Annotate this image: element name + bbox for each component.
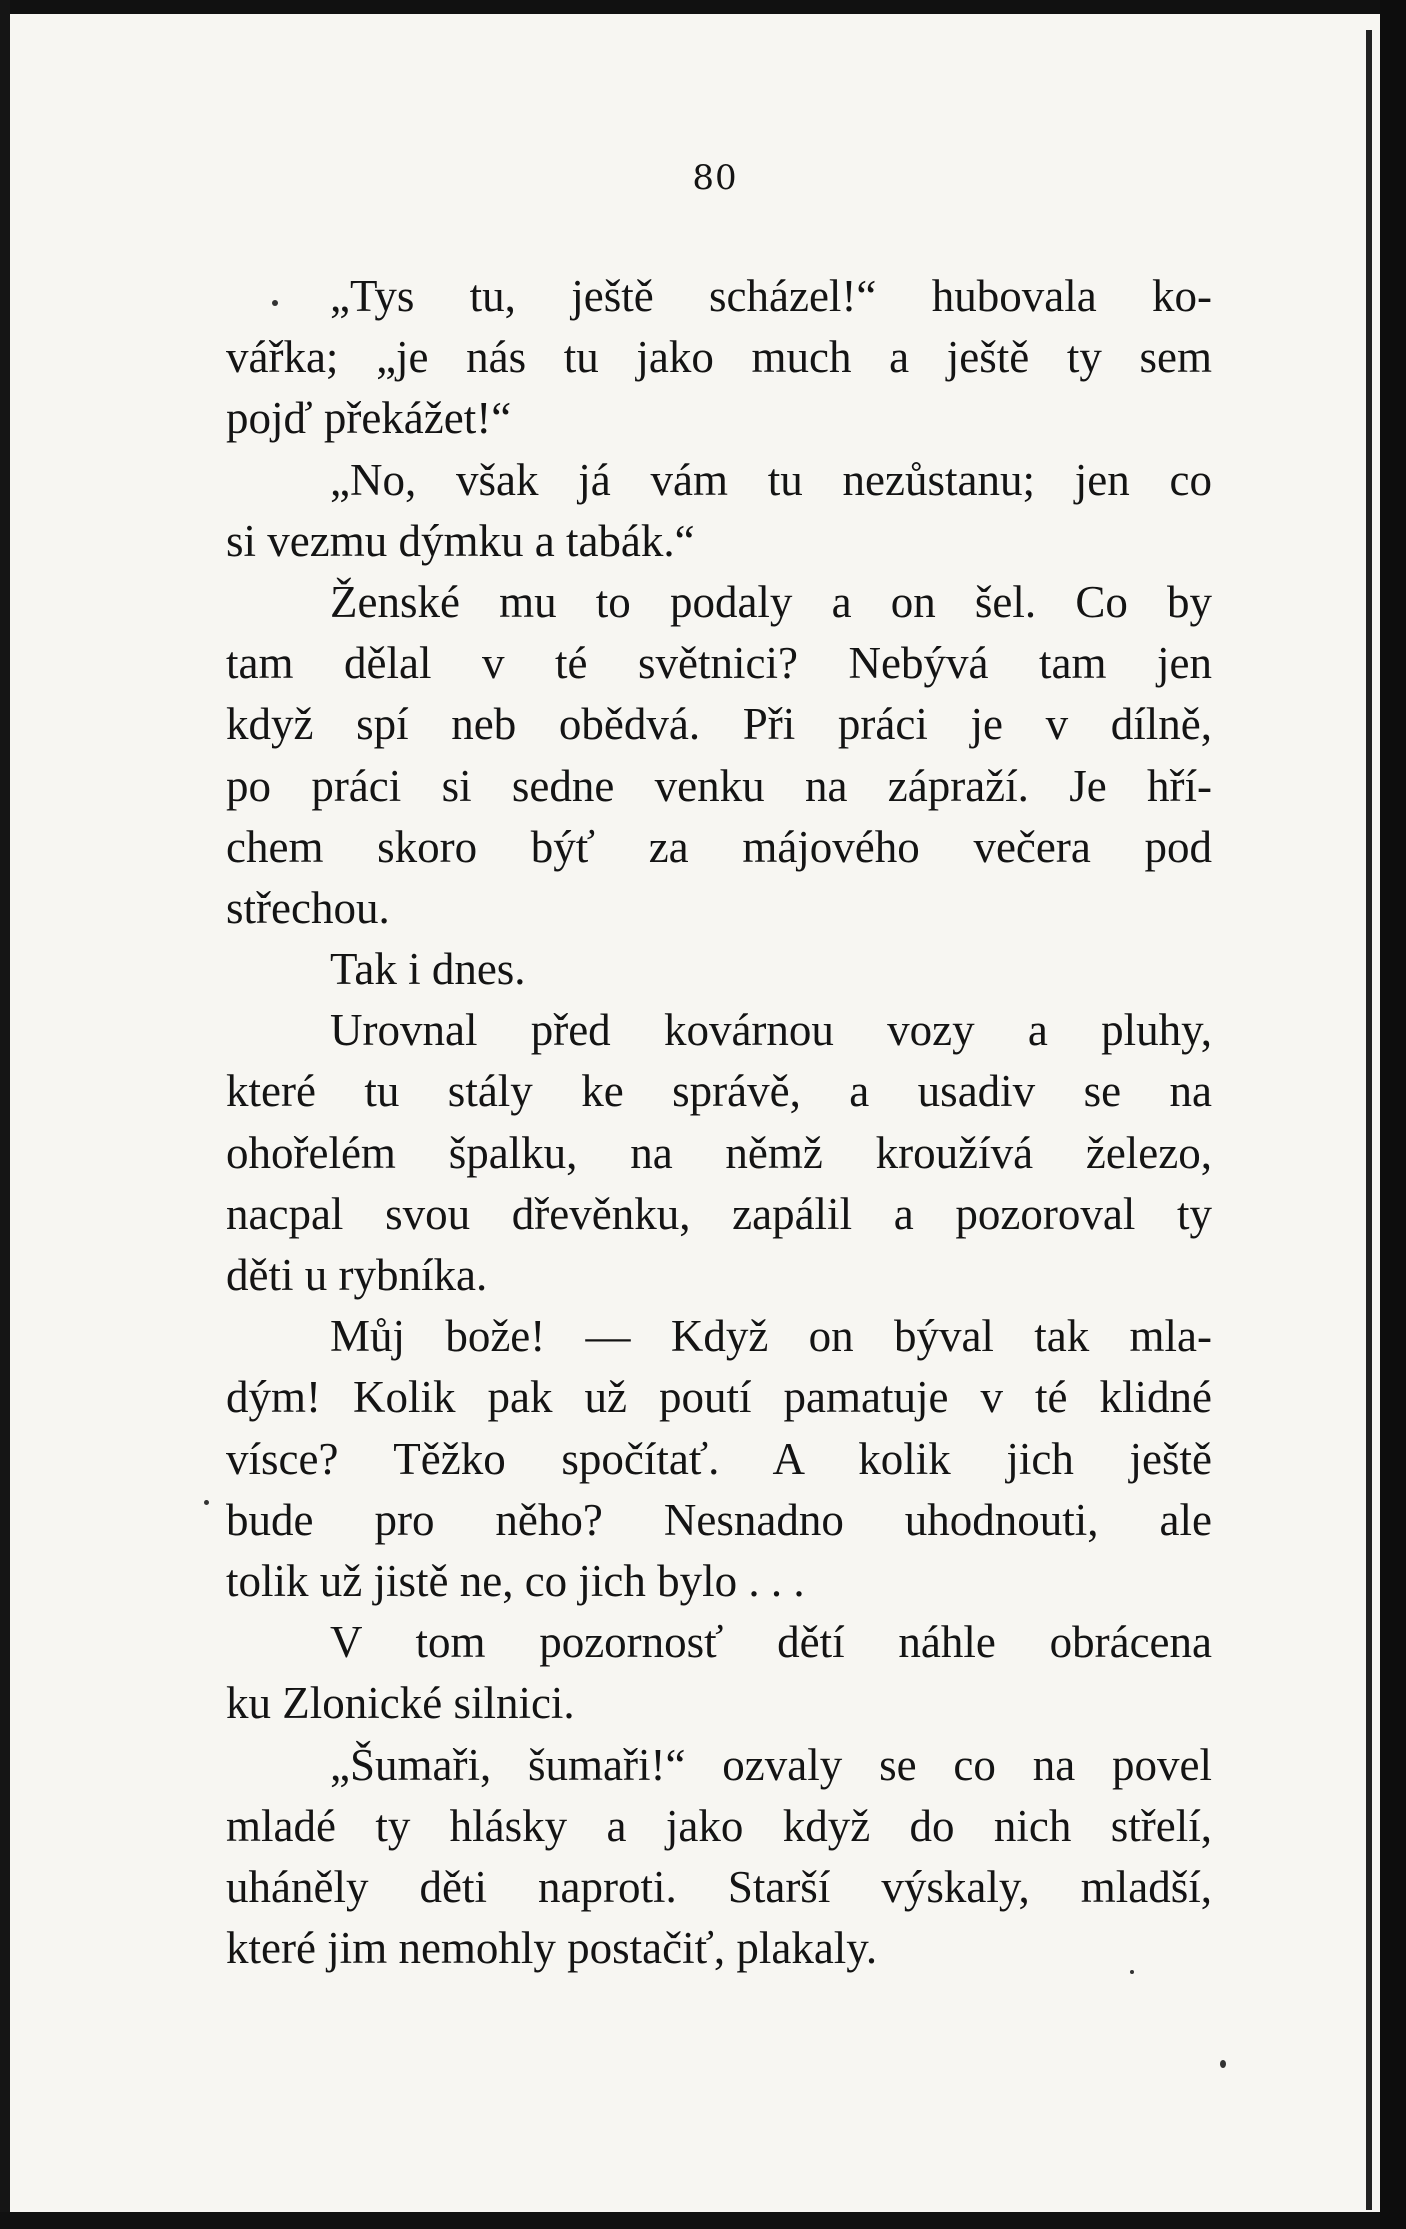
text-line: Můj bože! — Když on býval tak mla- bbox=[330, 1311, 1212, 1362]
text-line: uháněly děti naproti. Starší výskaly, mladší, bbox=[226, 1861, 1212, 1912]
page-number: 80 bbox=[692, 158, 738, 198]
scan-border-right bbox=[1380, 0, 1406, 2229]
text-line: střechou. bbox=[226, 882, 390, 933]
text-line: si vezmu dýmku a tabák.“ bbox=[226, 515, 695, 566]
text-line: Tak i dnes. bbox=[330, 944, 526, 995]
text-line: které tu stály ke správě, a usadiv se na bbox=[226, 1066, 1212, 1117]
text-line: dým! Kolik pak už poutí pamatuje v té klidné bbox=[226, 1372, 1212, 1423]
text-line: Ženské mu to podaly a on šel. Co by bbox=[330, 576, 1212, 627]
scan-speck bbox=[204, 1500, 209, 1505]
text-line: vísce? Těžko spočítať. A kolik jich ještě bbox=[226, 1433, 1212, 1484]
text-line: chem skoro býť za májového večera pod bbox=[226, 821, 1212, 872]
text-line: Urovnal před kovárnou vozy a pluhy, bbox=[330, 1005, 1212, 1056]
text-line: bude pro něho? Nesnadno uhodnouti, ale bbox=[226, 1494, 1212, 1545]
scan-border-bottom bbox=[0, 2212, 1406, 2229]
text-line: „Šumaři, šumaři!“ ozvaly se co na povel bbox=[330, 1739, 1212, 1790]
scan-border-left bbox=[0, 0, 10, 2229]
text-line: „No, však já vám tu nezůstanu; jen co bbox=[330, 454, 1212, 505]
text-line: pojď překážet!“ bbox=[226, 393, 512, 444]
text-line: ohořelém špalku, na němž kroužívá železo, bbox=[226, 1127, 1212, 1178]
text-line: vářka; „je nás tu jako much a ještě ty sem bbox=[226, 332, 1212, 383]
scan-speck bbox=[1220, 2060, 1226, 2068]
text-line: které jim nemohly postačiť, plakaly. bbox=[226, 1923, 878, 1974]
body-text bbox=[226, 266, 1212, 1979]
text-line: mladé ty hlásky a jako když do nich střelí, bbox=[226, 1800, 1212, 1851]
text-line: V tom pozornosť dětí náhle obrácena bbox=[330, 1617, 1212, 1668]
text-line: když spí neb obědvá. Při práci je v dílně, bbox=[226, 699, 1212, 750]
text-line: nacpal svou dřevěnku, zapálil a pozoroval ty bbox=[226, 1188, 1212, 1239]
scan-border-top bbox=[0, 0, 1406, 14]
page-binding-shadow bbox=[1366, 30, 1372, 2210]
text-line: ku Zlonické silnici. bbox=[226, 1678, 575, 1729]
text-line: tam dělal v té světnici? Nebývá tam jen bbox=[226, 638, 1212, 689]
text-line: po práci si sedne venku na zápraží. Je hří- bbox=[226, 760, 1212, 811]
text-line: tolik už jistě ne, co jich bylo . . . bbox=[226, 1555, 805, 1606]
text-line: děti u rybníka. bbox=[226, 1250, 488, 1300]
text-line: „Tys tu, ještě scházel!“ hubovala ko- bbox=[330, 271, 1212, 321]
